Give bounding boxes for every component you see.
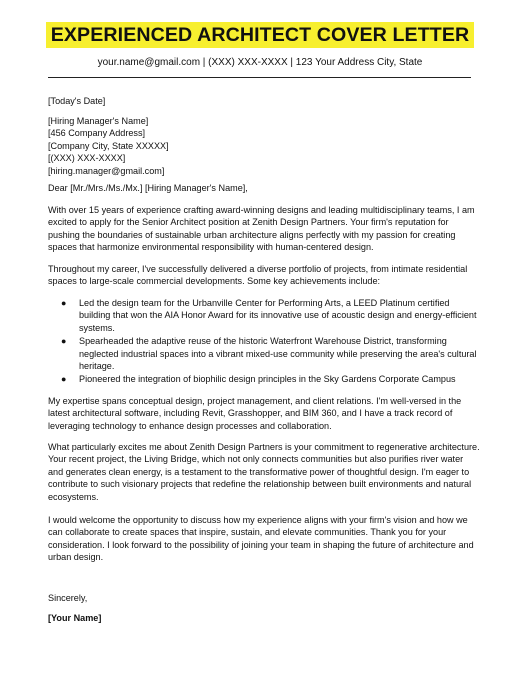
paragraph-4-line: Your recent project, the Living Bridge, which not only connects communities but also purifies river water (48, 454, 464, 465)
list-item (48, 373, 476, 385)
paragraph-5-line: consideration. I look forward to the possibility of joining your team in shaping the future of architecture and (48, 539, 474, 550)
paragraph-1 (48, 204, 476, 254)
recipient-phone: [(XXX) XXX-XXXX] (48, 153, 126, 164)
contact-line: your.name@gmail.com | (XXX) XXX-XXXX | 123 Your Address City, State (97, 57, 423, 68)
bullet-icon: ● (61, 336, 67, 347)
paragraph-2-line: spaces to large-scale commercial developments. Some key achievements include: (48, 276, 381, 287)
paragraph-3 (48, 395, 476, 432)
paragraph-3-line: My expertise spans conceptual design, project management, and client relations. I'm well-versed in the (48, 396, 462, 406)
bullet-line: systems. (79, 322, 115, 333)
paragraph-2 (48, 263, 476, 288)
paragraph-1-line: pushing the boundaries of sustainable urban architecture aligns perfectly with my passion for creating (48, 229, 456, 240)
paragraph-4-line: contribute to such visionary projects that redefine the relationship between built environments and natural (48, 479, 472, 490)
paragraph-4-line: and generates clean energy, is a testament to the transformative power of thoughtful design. I'm eager to (48, 466, 470, 477)
bullet-icon: ● (61, 374, 67, 385)
recipient-city: [Company City, State XXXXX] (48, 140, 169, 151)
salutation: Dear [Mr./Mrs./Ms./Mx.] [Hiring Manager's Name], (48, 183, 248, 193)
paragraph-3-line: latest architectural software, including Revit, Grasshopper, and BIM 360, and I have a track record of (48, 408, 453, 419)
paragraph-4 (48, 441, 480, 503)
closing-block (48, 592, 476, 604)
recipient-address: [456 Company Address] (48, 128, 146, 139)
paragraph-5-line: urban design. (48, 552, 104, 563)
salutation-block (48, 182, 476, 194)
recipient-block (48, 115, 476, 177)
bullet-icon: ● (61, 298, 67, 308)
list-item (48, 335, 476, 372)
bullet-line: heritage. (79, 361, 115, 372)
bullet-line: building that won the AIA Honor Award for its innovative use of acoustic design and energy-efficient (79, 310, 477, 321)
paragraph-4-line: ecosystems. (48, 491, 99, 502)
title-wrapper (0, 22, 520, 48)
date-line (48, 95, 476, 107)
bullet-line: Pioneered the integration of biophilic design principles in the Sky Gardens Corporate Campus (79, 374, 456, 385)
recipient-name: [Hiring Manager's Name] (48, 116, 149, 126)
paragraph-1-line: With over 15 years of experience crafting award-winning designs and leading multidisciplinary teams, I am (48, 205, 475, 215)
paragraph-2-line: Throughout my career, I've successfully delivered a diverse portfolio of projects, from intimate residential (48, 264, 468, 274)
list-item (48, 297, 476, 334)
signature: [Your Name] (48, 613, 102, 623)
recipient-email: [hiring.manager@gmail.com] (48, 165, 165, 176)
bullet-line: neglected industrial spaces into a vibrant mixed-use community while preserving the area's cultural (79, 348, 477, 359)
header-divider (48, 77, 471, 78)
closing: Sincerely, (48, 593, 88, 603)
bullet-line: Led the design team for the Urbanville Center for Performing Arts, a LEED Platinum certified (79, 298, 450, 308)
signature-block (48, 612, 476, 624)
paragraph-5-line: can collaborate to create spaces that inspire, sustain, and elevate communities. Thank you for your (48, 527, 447, 538)
paragraph-4-line: What particularly excites me about Zenith Design Partners is your commitment to regenerative architecture. (48, 442, 480, 452)
document-title: EXPERIENCED ARCHITECT COVER LETTER (46, 22, 475, 48)
paragraph-1-line: spaces that harmonize environmental responsibility with human-centered design. (48, 242, 374, 253)
paragraph-3-line: leveraging technology to enhance design processes and collaboration. (48, 420, 332, 431)
paragraph-5 (48, 514, 476, 564)
achievements-list (48, 297, 476, 387)
bullet-line: Spearheaded the adaptive reuse of the historic Waterfront Warehouse District, transforming (79, 336, 447, 347)
paragraph-1-line: excited to apply for the Senior Architect position at Zenith Design Partners. Your firm's reputation for (48, 217, 449, 228)
date-text: [Today's Date] (48, 96, 106, 106)
paragraph-5-line: I would welcome the opportunity to discuss how my experience aligns with your firm's vision and how we (48, 515, 468, 525)
